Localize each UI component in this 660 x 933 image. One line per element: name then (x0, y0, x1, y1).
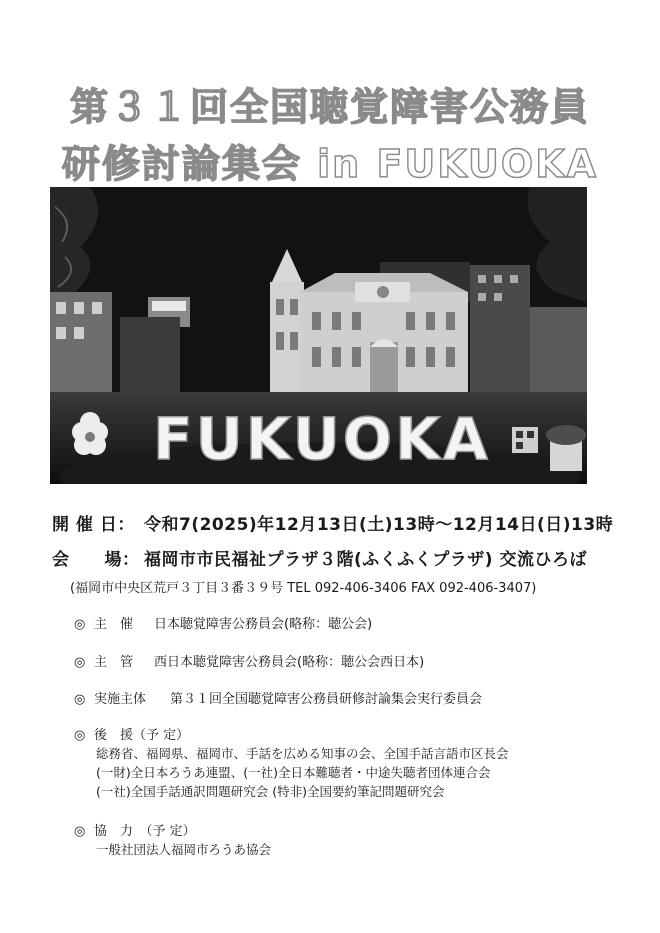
date-value: 令和7(2025)年12月13日(土)13時～12月14日(日)13時 (144, 515, 614, 535)
support-label: 後 援（予 定） (94, 728, 190, 743)
manage-row (74, 651, 424, 670)
bullet-mark: ◎ (74, 617, 86, 632)
bullet-mark: ◎ (74, 728, 86, 743)
bullet-mark: ◎ (74, 692, 86, 707)
coop-line: 一般社団法人福岡市ろうあ協会 (96, 842, 272, 857)
event-date-row (52, 510, 613, 535)
date-label: 開 催 日： (52, 515, 135, 535)
host-row (74, 613, 372, 632)
fukuoka-sign: FUKUOKA (153, 405, 491, 473)
event-venue-row (52, 545, 587, 570)
title-line-2: 研修討論集会 in FUKUOKA (61, 142, 599, 186)
venue-value: 福岡市市民福祉プラザ３階(ふくふくプラザ) 交流ひろば (144, 550, 587, 570)
exec-row (74, 688, 482, 707)
qr-code-icon (512, 427, 538, 453)
venue-address: (福岡市中央区荒戸３丁目３番３９号 TEL 092-406-3406 FAX 092-406-3407) (70, 581, 537, 596)
bullet-mark: ◎ (74, 824, 86, 839)
support-line: (一財)全日本ろうあ連盟、(一社)全日本難聴者・中途失聴者団体連合会 (96, 765, 491, 780)
host-value: 日本聴覚障害公務員会(略称：聴公会) (154, 617, 373, 632)
night-building-illustration (50, 187, 587, 484)
exec-label: 実施主体 (94, 692, 147, 707)
venue-photo (50, 187, 587, 484)
bullet-mark: ◎ (74, 655, 86, 670)
manage-value: 西日本聴覚障害公務員会(略称：聴公会西日本) (154, 655, 425, 670)
support-line: (一社)全国手話通訳問題研究会 (特非)全国要約筆記問題研究会 (96, 784, 445, 799)
exec-value: 第３１回全国聴覚障害公務員研修討論集会実行委員会 (170, 692, 483, 707)
manage-label: 主 管 (94, 655, 134, 670)
support-line: 総務省、福岡県、福岡市、手話を広める知事の会、全国手話言語市区長会 (96, 746, 509, 761)
coop-row (74, 820, 196, 839)
support-row (74, 724, 189, 743)
venue-label: 会 場： (52, 550, 140, 570)
title-line-1: 第３１回全国聴覚障害公務員 (69, 85, 590, 129)
host-label: 主 催 (94, 617, 134, 632)
coop-label: 協 力 （予 定） (94, 824, 196, 839)
